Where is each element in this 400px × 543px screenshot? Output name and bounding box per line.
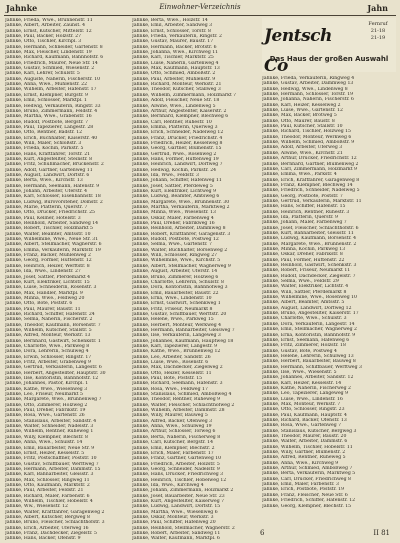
directory-entry: Jahnke, Herbert, Angestellter, Hauptstr. 30 (5, 370, 106, 376)
directory-entry: Jahnke, Georg, Schneider, Nadelstr. 9 (132, 466, 220, 472)
directory-entry: Jahnke, Robert, Tischler, Holzmarkt 5 (5, 226, 93, 232)
directory-entry: Jahnke, Erich, Maler, Farbenstr. 17 (132, 450, 214, 456)
directory-entry: Jahnke, Ernst, Heizer, Kesselstr. 5 (5, 450, 85, 456)
directory-entry: Jahnke, Friedrich, Heizer, Kesselweg 8 (132, 140, 223, 146)
directory-entry: Jahnke, Rosa, Wwe., Feldweg 17 (132, 386, 208, 392)
directory-entry: Jahnke, Josef, Sattler, Pferdemarkt 4 (5, 274, 91, 280)
directory-entry: Jahnke, Wilhelm, Schmied, Amboßstr. 9 (262, 140, 355, 146)
directory-entry: Jahnke, Alfred, Monteur, Werkstr. 13 (5, 333, 91, 339)
directory-entry: Jahnke, Heinrich, Rentner, Ruhestr. 3 (262, 209, 350, 215)
directory-entry: Jahnke, Max, Fleischer, Lindenstr. 19 (5, 50, 92, 56)
directory-entry: Jahnke, August, Arbeiter, Uferstr. 14 (132, 269, 218, 275)
directory-entry: Jahnke, Leo, Arbeiter, Sandstr. 26 (132, 354, 211, 360)
directory-entry: Jahnke, Carl, Drucker, Friedrichweg 8 (262, 476, 351, 482)
directory-entry: Jahnke, Johann, Maler, Farbenweg 7 (262, 220, 347, 226)
directory-entry: Jahnke, Theodor, Maurer, Baustr. 20 (262, 434, 347, 440)
directory-entry: Jahnke, Hermann, Bahnarbeiter, Gleisweg 7 (132, 327, 235, 333)
directory-entry: Jahnke, Josef, Sattler, Pferdeweg 5 (132, 183, 213, 189)
directory-entry: Jahnke, Luise, Wwe., Rosenstr. 6 (132, 360, 209, 365)
directory-entry: Jahnke, Rosa, Wwe., Gartenweg 7 (262, 423, 342, 429)
directory-entry: Jahnke, Fritz, Schuhmacher, Brückenstr. 2 (5, 162, 104, 168)
directory-entry: Jahnke, Hedwig, Köchin, Parkstr. 24 (132, 167, 217, 173)
footer-mark-left: 6 (260, 529, 265, 537)
directory-entry: Jahnke, Margarete, Wwe., Brunnenstr. 30 (132, 199, 230, 205)
directory-entry: Jahnke, Minna, Köchin, Parkweg 13 (262, 247, 346, 252)
directory-entry: Jahnke, Johannes, Kaufmann, Hauptweg 18 (132, 338, 234, 344)
directory-entry: Jahnke, Emil, Bauarbeiter, Neue Str. 9 (5, 445, 95, 451)
directory-entry: Jahnke, Berta, Wwe., Kirchstr. 13 (5, 178, 83, 184)
directory-entry: Jahnke, Alfred, Rentner, Ruheweg 5 (262, 455, 346, 461)
directory-entry: Jahnke, Frieda, Wwe., Brunnenstr. 11 (5, 18, 93, 23)
directory-entry: Jahnke, Kurt, Angestellter, Kaiserweg 7 (132, 498, 225, 504)
directory-entry: Jahnke, Charlotte, Lehrerin, Schulstr. 8 (132, 279, 224, 285)
directory-entry: Jahnke, Ilse, Kontoristin, Bahnhofstr. 12 (5, 376, 99, 382)
directory-entry: Jahnke, Martha, Wwe., Grabenstr. 16 (5, 114, 92, 120)
directory-entry: Jahnke, Kurt, Angestellter, Steinstr. 8 (5, 156, 93, 162)
directory-entry: Jahnke, Georg, Postbote, Poststr. 7 (262, 193, 343, 199)
directory-entry: Jahnke, Johann, Arbeiter, Uferstr. 4 (5, 189, 88, 194)
directory-entry: Jahnke, Fritz, Zimmerer, Holzstr. 18 (262, 343, 346, 349)
directory-entry: Jahnke, Alwine, Wwe., Kirchstr. 21 (262, 150, 343, 156)
directory-entry: Jahnke, Karl, Bahnarbeiter, Gleisstr. 3 (5, 472, 94, 478)
directory-entry: Jahnke, Ernst, Schlosser, Torstr. 8 (132, 28, 211, 34)
directory-entry: Jahnke, Oskar, Monteur, Werkstr. 3 (132, 514, 214, 520)
directory-entry: Jahnke, Wilhelm, Tischler, Hobelstr. 4 (5, 498, 93, 504)
directory-entry: Jahnke, Ernst, Klempner, Burgstr. 9 (5, 92, 88, 98)
directory-entry: Jahnke, Anna, Wwe., Schulweg 19 (132, 424, 212, 430)
directory-entry: Jahnke, Johannes, Pastor, Kirchpl. 1 (5, 381, 89, 387)
directory-entry: Jahnke, Otto, Kaufmann, Marktstr. 2 (5, 482, 90, 488)
directory-entry: Jahnke, Reinhold, Stellmacher, Wagnerstr. 2 (132, 525, 235, 531)
directory-entry: Jahnke, Willi, Sattler, Pferdemarkt 8 (262, 289, 347, 295)
directory-entry: Jahnke, Gustav, Schmied, Wiesenstr. 2 (5, 66, 95, 72)
directory-entry: Jahnke, Arthur, Schlosser, Torweg 6 (132, 429, 216, 435)
directory-entry: Jahnke, Emil, Schlosser, Marktpl. 1 (5, 98, 87, 104)
directory-entry: Jahnke, Stanislaus, Kutscher, Bergweg 3 (262, 428, 357, 434)
directory-entry: Jahnke, Carl, Zimmermann, Holzmarkt 9 (262, 166, 357, 172)
directory-entry: Jahnke, Albert, Beamter, Amtsstr. 5 (262, 300, 345, 306)
directory-entry: Jahnke, Hermann, Arbeiter, Dammstr. 15 (5, 466, 101, 472)
directory-entry: Jahnke, Gustav, Maurer, Baustr. 17 (132, 39, 214, 45)
directory-entry: Jahnke, Ludwig, Beamter, Amtsweg 6 (132, 194, 220, 200)
directory-entry: Jahnke, Frieda, Verkäuferin, Ringweg 4 (262, 76, 355, 81)
directory-entry: Jahnke, Walter, Fleischer, Schlachthofweg 2 (132, 402, 235, 408)
directory-entry: Jahnke, Otto, Schlosser, Ringstr. 23 (262, 407, 345, 413)
directory-entry: Jahnke, Robert, Arbeiter, Sandweg 11 (132, 531, 221, 536)
directory-entry: Jahnke, Dora, Lehrerin, Schulweg 4 (5, 349, 89, 355)
directory-entry: Jahnke, Hermann, Schneider, Gartenstr. 8 (5, 44, 103, 50)
directory-entry: Jahnke, Auguste, Näherin, Fischerstr. 10 (5, 76, 101, 82)
directory-entry: Jahnke, Walter, Kraftfahrer, Garagenweg 2 (5, 509, 105, 515)
directory-entry: Jahnke, Rudolf, Dachdecker, Ziegelstr. 7 (262, 273, 356, 279)
directory-entry: Jahnke, Willy, Gärtner, Blumenstr. 2 (262, 450, 346, 456)
directory-entry: Jahnke, Stanislaus, Schmied, Amboßweg 4 (132, 392, 232, 398)
directory-entry: Jahnke, Hans, Drucker, Friedrichweg 3 (132, 472, 224, 478)
directory-entry: Jahnke, Franz, Klempner, Blechweg 14 (262, 182, 353, 188)
directory-entry: Jahnke, Otto, Bote, Poststr. 6 (5, 301, 73, 307)
directory-entry: Jahnke, Max, Kaufmann, Hauptstr. 13 (132, 66, 220, 72)
directory-entry: Jahnke, Ida, Plätterin, Querstr. 9 (262, 214, 338, 220)
directory-entry: Jahnke, Emil, Arbeiter, Sandweg 3 (132, 23, 213, 29)
directory-entry: Jahnke, Emil, Klempner, Blechstr. 2 (132, 445, 215, 451)
directory-entry: Jahnke, Emil, Bauarbeiter, Baustr. 22 (132, 290, 219, 296)
directory-entry: Jahnke, Frieda, Köchin, Parkstr. 5 (5, 146, 84, 152)
directory-entry: Jahnke, Theodor, Kaufmann, Börsenstr. 7 (5, 322, 101, 328)
directory-entry: Jahnke, Selma, Näherin, Fischerstr. 2 (5, 317, 93, 323)
directory-entry: Jahnke, Hedwig, Wwe., Lindenweg 8 (262, 86, 348, 92)
advertiser-phone (363, 21, 393, 42)
directory-entry: Jahnke, Carl, Rentner, Ruhestr. 10 (132, 119, 212, 125)
directory-entry: Jahnke, Rudolf, Postbote, Postweg 12 (132, 237, 219, 243)
directory-entry: Jahnke, Karl, Heizer, Kesselstr. 14 (262, 380, 342, 386)
directory-entry: Jahnke, Heinrich, Heizer, Werftstr. 8 (5, 263, 90, 269)
directory-entry: Jahnke, Wilhelmine, Wwe., Rosenweg 10 (262, 295, 357, 301)
directory-entry: Jahnke, Ernst, Kutscher, Mittelstr. 12 (5, 28, 92, 34)
header-rule (4, 15, 396, 16)
directory-entry: Jahnke, Reinhold, Arbeiter, Dammweg 8 (132, 226, 226, 232)
directory-entry: Jahnke, Selma, Wwe., Feldstr. 29 (262, 279, 339, 285)
directory-entry: Jahnke, Willi, Schlosser, Ringweg 27 (132, 253, 218, 259)
directory-entry: Jahnke, Otto, Tischler, Kirchpl. 3 (5, 39, 82, 45)
directory-entry: Jahnke, Richard, Kaufmann, Bahnhofstr. 6 (5, 55, 104, 61)
directory-entry: Jahnke, Ludwig, Kaufmann, Börsenstr. 4 (262, 236, 357, 242)
directory-entry: Jahnke, Karl, Lehrer, Schulstr. 5 (5, 71, 80, 77)
directory-entry: Jahnke, Charlotte, Wwe., Parkweg 8 (5, 343, 90, 349)
directory-entry: Jahnke, Gustav, Bote, Postweg 4 (262, 348, 337, 354)
directory-entry: Jahnke, Oskar, Dreher, Fabrikstr. 8 (262, 252, 343, 258)
directory-entry: Jahnke, Josef, Fleischer, Schlachthofstr. 6 (262, 225, 359, 231)
directory-entry: Jahnke, Franz, Gärtner, Gartenweg 10 (132, 456, 222, 462)
advertiser-phone-line: 21-18 (370, 28, 386, 34)
directory-entry: Jahnke, Karl, Tischler, Marktstr. 25 (132, 55, 214, 61)
directory-entry: Jahnke, Willy, Klempner, Blechstr. 8 (5, 434, 88, 440)
directory-entry: Jahnke, Luise, Wwe., Gartenstr. 12 (262, 108, 343, 114)
directory-entry: Jahnke, Paul, Kellner, Hotelstr. 3 (5, 215, 81, 221)
directory-entry: Jahnke, Wilhelm, Tischler, Hobelstr. 11 (262, 444, 353, 450)
directory-entry: Jahnke, Hermann, Schiffbauer, Werftweg 3 (262, 364, 362, 370)
directory-entry: Jahnke, Emma, Verkäuferin, Marktstr. 19 (5, 247, 101, 253)
directory-entry: Jahnke, Bruno, Zimmermann, Feldstr. 4 (5, 108, 98, 114)
directory-entry: Jahnke, Gustav, Schiffbauer, Werftweg 7 (5, 461, 99, 467)
advertiser-slogan: Das Haus der großen Auswahl (269, 55, 389, 63)
directory-entry: Jahnke, Albert, Stellmacher, Wagnerstr. 6 (5, 242, 102, 248)
directory-entry: Jahnke, Johann, Schiffer, Hafenweg 11 (132, 178, 222, 184)
directory-entry: Jahnke, Karl, Schlosser, Eisenbahnstr. 18 (5, 194, 101, 200)
directory-entry: Jahnke, Gustav, Arbeiter, Dammweg 13 (262, 81, 354, 87)
directory-entry: Jahnke, Friedrich, Arbeiter, Holzstr. 5 (132, 461, 220, 467)
directory-entry: Jahnke, Luise, Näherin, Gartenweg 4 (132, 60, 219, 66)
directory-entry: Jahnke, Friedrich, Maurer, Neue Str. 14 (5, 60, 98, 66)
directory-entry: Jahnke, Heinrich, Landwirt, Dorfweg 7 (132, 162, 223, 168)
directory-entry: Jahnke, Ida, Wwe., Lindenstr. 27 (5, 269, 81, 275)
directory-entry: Jahnke, Theodor, Kutscher, Stallweg 3 (132, 87, 221, 93)
directory-entry: Jahnke, Paul, Arbeiter, Feldstr. 21 (5, 488, 84, 494)
directory-entry: Jahnke, Gustav, Schiffbauer, Werftstr. 20 (132, 311, 227, 317)
directory-entry: Jahnke, Wilhelmine, Wwe., Neue Str. 31 (5, 237, 99, 243)
directory-entry: Jahnke, Ilse, Verkäuferin, Langeweg 3 (132, 333, 221, 339)
column-1 (5, 18, 128, 542)
directory-entry: Jahnke, Berta, Näherin, Fischerweg 8 (132, 434, 221, 440)
directory-entry: Jahnke, Emil, Stellmacher, Wagnerweg 2 (262, 327, 357, 333)
directory-entry: Jahnke, Ilse, Wwe., Wiesenstr. 5 (262, 369, 337, 375)
directory-entry: Jahnke, Anna, Wwe., Mühlenstr. 22 (5, 82, 87, 88)
directory-entry: Jahnke, Alwine, Wwe., Lindenweg 5 (132, 103, 216, 109)
directory-entry: Jahnke, Gertrud, Verkäuferin, Langestr. 6 (5, 365, 102, 371)
directory-entry: Jahnke, Erich, Schneider, Nadelweg 12 (132, 130, 224, 136)
directory-entry: Jahnke, Max, Bäcker, Brotweg 5 (262, 113, 337, 119)
directory-entry: Jahnke, Leo, Friseur, Neumarkt 5 (5, 392, 83, 398)
directory-entry: Jahnke, Ludwig, Landwirt, Dorfstr. 15 (132, 504, 221, 510)
directory-entry: Jahnke, Johannes, Arbeiter, Sandstr. 12 (262, 375, 354, 381)
directory-entry: Jahnke, Adolf, Fleischer, Neue Str. 18 (132, 98, 220, 104)
directory-entry: Jahnke, Dora, Verkäuferin, Langestr. 14 (262, 321, 355, 327)
directory-entry: Jahnke, Paul, Schiffer, Hafenweg 20 (132, 520, 216, 526)
column-2 (132, 18, 258, 542)
directory-entry: Jahnke, Walter, Elektriker, Lichtstr. 4 (262, 284, 349, 290)
directory-entry: Jahnke, Erich, Kraftfahrer, Garagenweg 8 (262, 177, 360, 183)
directory-entry: Jahnke, Hans, Kraftfahrer, Torstr. 21 (5, 151, 91, 157)
page-header (0, 3, 400, 15)
directory-entry: Jahnke, Albert, Stellmacher, Wagnerweg 9 (132, 263, 231, 269)
directory-entry: Jahnke, Friedrich, Schiffer, Hafenstr. 12 (262, 498, 356, 504)
footer-mark-right: II 81 (373, 529, 390, 537)
directory-entry: Jahnke, Max, Dachdecker, Ziegelweg 2 (132, 365, 223, 371)
directory-entry: Jahnke, Albert, Kutscher, Bergweg 8 (5, 514, 90, 520)
directory-entry: Jahnke, Bernhard, Gärtner, Blumenweg 2 (262, 161, 359, 167)
directory-entry: Jahnke, Franz, Dachdecker, Ziegelstr. 5 (5, 531, 97, 536)
directory-entry: Jahnke, Dora, Kontoristin, Bahnhofweg 3 (132, 285, 228, 291)
directory-entry: Jahnke, Franz, Fleischer, Neue Str. 6 (262, 492, 348, 498)
directory-entry: Jahnke, Wilhelm, Arbeiter, Dammstr. 28 (132, 408, 225, 414)
directory-entry: Jahnke, Paul, Bote, Poststr. 15 (132, 376, 203, 382)
directory-entry: Jahnke, Albert, Arbeiter, Zaunst. 4 (5, 23, 86, 29)
directory-entry: Jahnke, Paul, Dreher, Fabrikstr. 19 (5, 408, 86, 414)
directory-entry: Jahnke, Josef, Bauarbeiter, Neue Str. 23 (132, 493, 225, 499)
directory-entry: Jahnke, Max, Schlosser, Ringweg 11 (5, 477, 90, 483)
directory-entry: Jahnke, Otto, Schmied, Amboßstr. 2 (132, 71, 216, 77)
directory-entry: Jahnke, Georg, Gärtner, Blumenstr. 15 (132, 146, 222, 152)
directory-entry: Jahnke, Theodor, Monteur, Werkweg 6 (262, 134, 352, 140)
directory-entry: Jahnke, Walter, Buchhalter, Börsenweg 2 (132, 247, 228, 253)
directory-entry: Jahnke, Richard, Bäcker, Ofenstr. 13 (262, 418, 347, 423)
directory-entry: Jahnke, Paul, Kutscher, Stallstr. 10 (262, 124, 343, 130)
directory-entry: Jahnke, Bernhard, Klempner, Blechweg 6 (132, 114, 229, 120)
directory-entry: Jahnke, Helene, Wwe., Parkweg 15 (132, 317, 214, 323)
directory-entry: Jahnke, Gertrud, Wwe., Rosenweg 2 (132, 151, 217, 157)
directory-entry: Jahnke, Erich, Postbote, Poststr. 19 (262, 487, 344, 493)
directory-entry: Jahnke, Georg, Former, Hüttenstr. 12 (5, 258, 92, 264)
directory-entry: Jahnke, Johanna, Näherin, Fischerstr. 6 (262, 97, 354, 103)
directory-entry: Jahnke, Selma, Wwe., Gartenstr. 7 (132, 242, 212, 248)
directory-entry: Jahnke, Wilhelm, Zimmermann, Holzmarkt 7 (132, 92, 237, 98)
directory-entry: Jahnke, Emma, Plätterin, Querweg 3 (132, 124, 218, 130)
directory-entry: Jahnke, Richard, Tischler, Holzweg 15 (262, 129, 351, 135)
directory-entry: Jahnke, Richard, Seemann, Hafenstr. 3 (132, 381, 223, 387)
directory-entry: Jahnke, Bernhard, Gastwirt, Schenkstr. 1 (5, 338, 101, 344)
directory-entry: Jahnke, Bruno, Angestellter, Kaiserstr. 17 (262, 311, 359, 317)
directory-entry: Jahnke, Charlotte, Wwe., Schulstr. 3 (262, 316, 347, 322)
directory-entry: Jahnke, Ida, Wwe., Kirchweg 4 (132, 482, 204, 488)
directory-entry: Jahnke, Walter, Schneider, Nadelstr. 3 (5, 424, 94, 430)
directory-entry: Jahnke, Martha, Wwe., Wiesenweg 6 (132, 509, 218, 515)
directory-entry: Jahnke, Willy, Maurer, Bauweg 5 (132, 413, 208, 419)
directory-entry: Jahnke, Georg, Klempner, Blechstr. 15 (262, 503, 352, 509)
directory-entry: Jahnke, Marie, Plätterin, Querstr. 7 (5, 205, 88, 211)
header-right-keyword: Jahn (367, 3, 388, 13)
directory-entry: Jahnke, Paul, Arbeiter, Mühlenstr. 9 (132, 76, 216, 82)
directory-entry: Jahnke, Kurt, Bahnarbeiter, Gleisstr. 11 (262, 230, 354, 236)
directory-entry: Jahnke, Max, Händler, Marktpl. 9 (5, 290, 83, 296)
directory-entry: Jahnke, Fritz, Postschaffner, Poststr. 10 (5, 456, 97, 462)
directory-entry: Jahnke, Walter, Beamter, Amtsstr. 10 (5, 231, 91, 237)
directory-entry: Jahnke, Erna, Kontoristin, Bahnhofstr. 9 (262, 332, 356, 338)
directory-entry: Jahnke, Fritz, Friseur, Neumarkt 8 (132, 306, 213, 312)
directory-entry: Jahnke, Karl, Heizer, Kesselweg 2 (262, 102, 341, 108)
directory-entry: Jahnke, Arthur, Schmied, Amboßweg 7 (262, 466, 353, 472)
directory-entry: Jahnke, Otto, Rentner, Badstr. 12 (5, 130, 83, 136)
directory-entry: Jahnke, Wilhelm, Kutscher, Stallstr. 5 (5, 327, 92, 333)
directory-entry: Jahnke, Wilhelm, Arbeiter, Hafenstr. 17 (5, 87, 97, 93)
directory-entry: Jahnke, Frieda, Verkäuferin, Ringstr. 2 (132, 34, 222, 40)
directory-entry: Jahnke, Hans, Schiffer, Hafenstr. 15 (262, 204, 346, 210)
directory-entry: Jahnke, Oskar, Maler, Farbenweg 4 (132, 215, 214, 221)
directory-entry: Jahnke, Ludwig, Bürovorsteher, Domstr. 2 (5, 199, 103, 205)
directory-entry: Jahnke, Carl, Kutscher, Bergstr. 14 (132, 440, 214, 446)
directory-entry: Jahnke, Kurt, Elektriker, Lichtstr. 15 (5, 279, 90, 285)
directory-entry: Jahnke, Reinhold, Arbeiter, Sandweg 14 (5, 221, 99, 227)
directory-entry: Jahnke, Minna, Wwe., Wiesenstr. 13 (132, 210, 216, 216)
directory-entry: Jahnke, Erna, Wwe., Lindenstr. 10 (132, 295, 212, 301)
directory-entry: Jahnke, Ernst, Gastwirt, Schenkweg 1 (132, 301, 221, 307)
directory-entry: Jahnke, Paul, Maurer, Baustr. 11 (5, 306, 81, 312)
directory-entry: Jahnke, Paul, Dreher, Fabrikweg 16 (132, 221, 215, 227)
directory-entry: Jahnke, Adolf, Gärtner, Gartenweg 11 (5, 167, 93, 173)
directory-entry: Jahnke, Robert, Kraftfahrer, Garagenstr. 3 (132, 231, 231, 237)
directory-entry: Jahnke, Stanislaus, Arbeiter, Sandstr. 4 (5, 418, 97, 424)
directory-entry: Jahnke, Theodor, Rentner, Ruheweg 9 (132, 397, 221, 403)
directory-entry: Jahnke, Bruno, Zimmerer, Holzweg 6 (132, 274, 219, 280)
directory-entry: Jahnke, Hermann, Seemann, Hafenstr. 9 (5, 183, 100, 189)
column-3 (262, 76, 396, 509)
directory-entry: Jahnke, Walter, Kaufmann, Marktpl. 6 (132, 536, 220, 542)
directory-entry: Jahnke, Luise, Schneiderin, Rosenstr. 3 (5, 285, 97, 291)
directory-entry: Jahnke, Johanna, Wwe., Kirchweg 11 (132, 50, 219, 56)
header-title: Einwohner-Verzeichnis (159, 3, 241, 11)
directory-entry: Jahnke, Ida, Wwe., Feldstr. 3 (132, 172, 199, 178)
directory-entry: Jahnke, Arthur, Drucker, Friedrichstr. 12 (262, 156, 357, 162)
directory-entry: Jahnke, Berta, Verkäuferin, Marktweg 5 (262, 471, 356, 477)
directory-entry: Jahnke, Wilhelm, Rentner, Ruheweg 1 (5, 429, 94, 435)
directory-entry: Jahnke, Otto, Zimmerer, Holzweg 2 (5, 402, 88, 408)
directory-entry: Jahnke, Wilhelmine, Wwe., Kirchstr. 5 (132, 258, 221, 264)
directory-entry: Jahnke, Karl, Tapezierer, Langestr. 9 (132, 343, 218, 349)
directory-entry: Jahnke, Hermann, Bäcker, Brotstr. 6 (132, 44, 217, 50)
directory-entry: Jahnke, Berta, Wwe., Holzstr. 14 (132, 18, 208, 23)
directory-entry: Jahnke, Paul, Kaufmann, Hauptstr. 4 (262, 412, 347, 418)
directory-entry: Jahnke, Otto, Drucker, Friedrichstr. 25 (5, 210, 95, 216)
directory-entry: Jahnke, Käthe, Wwe., Brunnenweg 12 (132, 349, 221, 355)
directory-entry: Jahnke, Richard, Monteur, Werkstr. 21 (132, 82, 222, 88)
directory-entry: Jahnke, Fritz, Arbeiter, Grabenweg 9 (5, 360, 91, 365)
directory-entry: Jahnke, Ernst, Seemann, Hafenweg 6 (262, 337, 350, 343)
advertiser-phone-line: 21-19 (370, 35, 386, 41)
directory-entry: Jahnke, Johann, Zimmermann, Holzmarkt 2 (132, 488, 234, 494)
directory-entry: Jahnke, Hedwig, Verkäuferin, Ringstr. 33 (5, 103, 101, 109)
directory-entry: Jahnke, Willi, Maler, Schloßstr. 3 (5, 140, 82, 146)
directory-entry: Jahnke, Emil, Maler, Farbenstr. 3 (262, 482, 339, 488)
directory-entry: Jahnke, Franz, Drucker, Friedrichstr. 4 (132, 135, 223, 141)
directory-entry: Jahnke, Leo, Tapezierer, Langeweg 9 (262, 391, 348, 397)
directory-entry: Jahnke, Max, Monteur, Werkstr. 7 (262, 401, 341, 407)
directory-entry: Jahnke, Herbert, Monteur, Werkweg 4 (132, 322, 222, 328)
directory-entry: Jahnke, Otto, Heizer, Kesselstr. 11 (132, 370, 212, 376)
directory-entry: Jahnke, Reinhold, Gastwirt, Schenkstr. 3 (262, 263, 357, 269)
directory-entry: Jahnke, Arthur, Angestellter, Kaiserstr. 2 (132, 108, 227, 114)
directory-entry: Jahnke, Richard, Maler, Farbenstr. 6 (5, 493, 90, 499)
directory-entry: Jahnke, Anna, Wwe., Kirchweg 9 (262, 460, 339, 466)
directory-entry: Jahnke, August, Landwirt, Dorfweg 12 (262, 305, 352, 311)
directory-entry: Jahnke, Erich, Arbeiter, Uferweg 16 (5, 525, 89, 531)
directory-entry: Jahnke, Otto, Maurer, Baustr. 8 (262, 118, 335, 124)
directory-entry: Jahnke, Alfred, Bäcker, Ofenweg 3 (132, 418, 213, 424)
advertiser-phone-line: Fernruf (368, 21, 388, 27)
directory-entry: Jahnke, Paul, Tapezierer, Langestr. 28 (5, 124, 94, 130)
directory-entry: Jahnke, Helene, Lehrerin, Schulweg 13 (262, 353, 354, 359)
directory-entry: Jahnke, Heinrich, Tischler, Hobelweg 12 (132, 477, 227, 483)
directory-entry: Jahnke, Adolf, Arbeiter, Uferweg 3 (262, 145, 343, 151)
directory-entry: Jahnke, Hermann, Schlosser, Torstr. 19 (262, 92, 354, 98)
header-left-keyword: Jahnke (6, 3, 38, 13)
directory-entry: Jahnke, Erich, Buchhalter, Kaiserstr. 40 (5, 135, 98, 141)
directory-entry: Jahnke, Käthe, Näherin, Fischerweg 2 (262, 385, 351, 391)
directory-entry: Jahnke, Emma, Wwe., Parkstr. 4 (262, 172, 337, 178)
directory-entry: Jahnke, Paul, Former, Hüttenstr. 22 (262, 257, 345, 263)
directory-entry: Jahnke, Minna, Wwe., Feldweg 20 (5, 295, 85, 301)
directory-entry: Jahnke, Herbert, Bauarbeiter, Bauweg 8 (262, 359, 356, 365)
directory-entry: Jahnke, Ww., Wiesenstr. 12 (5, 504, 68, 510)
directory-entry: Jahnke, Rosa, Wwe., Gartenstr. 26 (5, 413, 85, 419)
directory-entry: Jahnke, Robert, Friseur, Neumarkt 11 (262, 268, 351, 274)
directory-entry: Jahnke, Margarete, Wwe., Brunnenstr. 2 (262, 241, 357, 247)
directory-entry: Jahnke, Richard, Schiffer, Hafenstr. 24 (5, 311, 95, 317)
directory-entry: Jahnke, Luise, Wwe., Lindenstr. 16 (262, 396, 343, 402)
directory-entry: Jahnke, Franz, Bäcker, Mühlenweg 2 (5, 253, 91, 259)
directory-entry: Jahnke, Friedrich, Schneider, Nadelweg 5 (262, 188, 360, 194)
advertiser-logo: Jentsch Co (264, 26, 332, 76)
directory-entry: Jahnke, Martha, Verkäuferin, Marktweg 2 (132, 205, 230, 211)
directory-entry: Jahnke, Margarete, Wwe., Brunnenweg 7 (5, 397, 102, 403)
directory-entry: Jahnke, Paul, Bäcker, Holzstr. 27 (5, 34, 82, 40)
directory-entry: Jahnke, Kurt, Elektriker, Lichtweg 9 (132, 189, 216, 194)
directory-entry: Jahnke, Hans, Bäcker, Ofenstr. 9 (5, 536, 81, 542)
advertisement-box (262, 18, 396, 76)
directory-entry: Jahnke, Anna, Wwe., Schulstr. 14 (5, 440, 83, 446)
directory-entry: Jahnke, Käthe, Wwe., Wiesenweg 3 (5, 386, 88, 392)
directory-entry: Jahnke, Gertrud, Verkäuferin, Marktstr. 11 (262, 198, 362, 204)
directory-entry: Jahnke, Walter, Arbeiter, Dammstr. 6 (262, 439, 348, 445)
directory-entry: Jahnke, Hans, Former, Hüttenweg 19 (132, 156, 219, 162)
directory-entry: Jahnke, August, Landwirt, Dorfstr. 6 (5, 172, 90, 178)
directory-entry: Jahnke, Bruno, Fleischer, Schlachthofstr. 3 (5, 520, 105, 526)
directory-entry: Jahnke, Erwin, Schlosser, Ringstr. 17 (5, 354, 92, 360)
directory-entry: Jahnke, Rudolf, Postbote, Bergstr. 7 (5, 119, 89, 125)
